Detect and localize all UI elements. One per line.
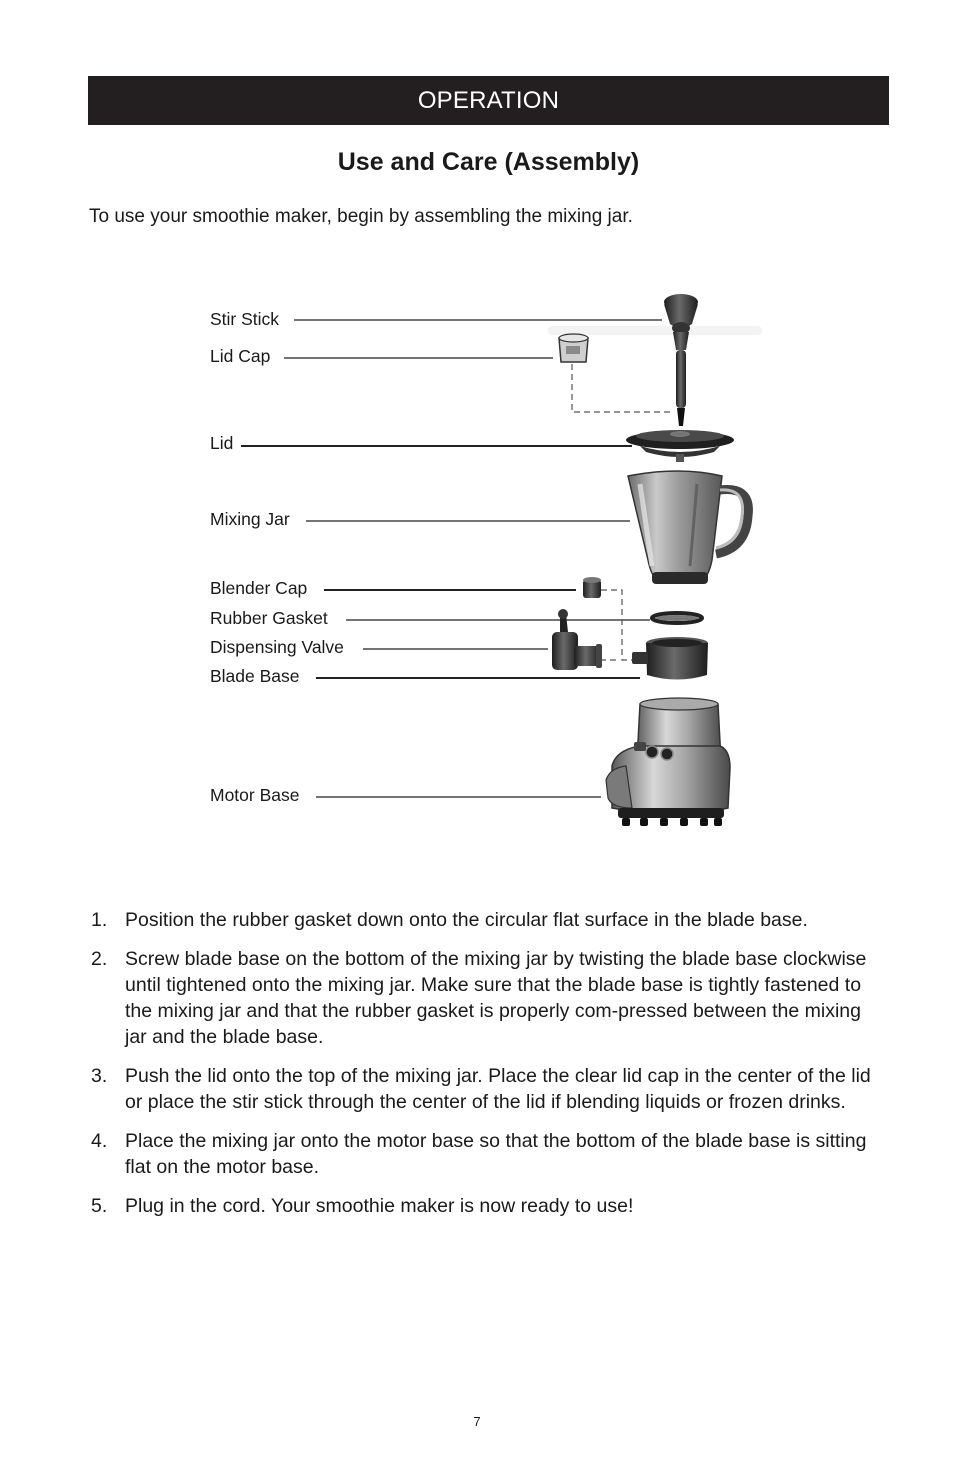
blade-base-icon xyxy=(632,637,708,680)
label-dispensing-valve: Dispensing Valve xyxy=(210,637,344,657)
label-rubber-gasket: Rubber Gasket xyxy=(210,608,328,628)
step-item: 3. Push the lid onto the top of the mixing jar. Place the clear lid cap in the center of the lid or place the stir stick through the center of the lid if blending liquids or frozen drinks. xyxy=(91,1065,871,1113)
step-text: Position the rubber gasket down onto the circular flat surface in the blade base. xyxy=(125,909,808,931)
label-mixing-jar: Mixing Jar xyxy=(210,509,290,529)
label-blade-base: Blade Base xyxy=(210,666,300,686)
section-banner: OPERATION xyxy=(88,76,889,125)
label-blender-cap: Blender Cap xyxy=(210,578,308,598)
label-lid-cap: Lid Cap xyxy=(210,346,271,366)
step-item: 4. Place the mixing jar onto the motor base so that the bottom of the blade base is sitting flat on the motor base. xyxy=(91,1130,867,1178)
page-subtitle: Use and Care (Assembly) xyxy=(337,148,640,176)
step-item: 2. Screw blade base on the bottom of the mixing jar by twisting the blade base clockwise until tightened onto the mixing jar. Make sure that the blade base is tightly fastened to the mixing jar and that the rubber gasket is properly com-pressed between the mixing jar and the blade base. xyxy=(91,948,867,1048)
intro-text: To use your smoothie maker, begin by assembling the mixing jar. xyxy=(89,206,633,227)
motor-base-icon xyxy=(606,698,730,826)
step-item: 1. Position the rubber gasket down onto the circular flat surface in the blade base. xyxy=(91,909,808,931)
label-lid: Lid xyxy=(210,433,234,453)
label-stir-stick: Stir Stick xyxy=(210,309,280,329)
stir-stick-icon xyxy=(664,294,698,426)
lid-icon xyxy=(626,430,734,462)
label-motor-base: Motor Base xyxy=(210,785,300,805)
assembly-steps xyxy=(88,907,888,1232)
mixing-jar-icon xyxy=(628,471,748,584)
step-text: Push the lid onto the top of the mixing jar. Place the clear lid cap in the center of the lid or place the stir stick through the center of the lid if blending liquids or frozen drinks. xyxy=(125,1065,871,1113)
blender-illustration xyxy=(0,280,954,840)
page-number: 7 xyxy=(473,1414,481,1429)
step-text: Plug in the cord. Your smoothie maker is now ready to use! xyxy=(125,1195,634,1217)
assembly-diagram xyxy=(0,280,954,840)
step-text: Screw blade base on the bottom of the mixing jar by twisting the blade base clockwise until tightened onto the mixing jar. Make sure that the blade base is tightly fastened to the mixing jar and that the rubber gasket is properly com-pressed between the mixing jar and the blade base. xyxy=(125,948,867,1048)
step-item: 5. Plug in the cord. Your smoothie maker is now ready to use! xyxy=(91,1195,634,1217)
lid-cap-icon xyxy=(559,334,588,362)
blender-cap-icon xyxy=(583,577,601,598)
dispensing-valve-icon xyxy=(552,609,602,670)
rubber-gasket-icon xyxy=(652,613,702,623)
step-text: Place the mixing jar onto the motor base so that the bottom of the blade base is sitting flat on the motor base. xyxy=(125,1130,867,1178)
